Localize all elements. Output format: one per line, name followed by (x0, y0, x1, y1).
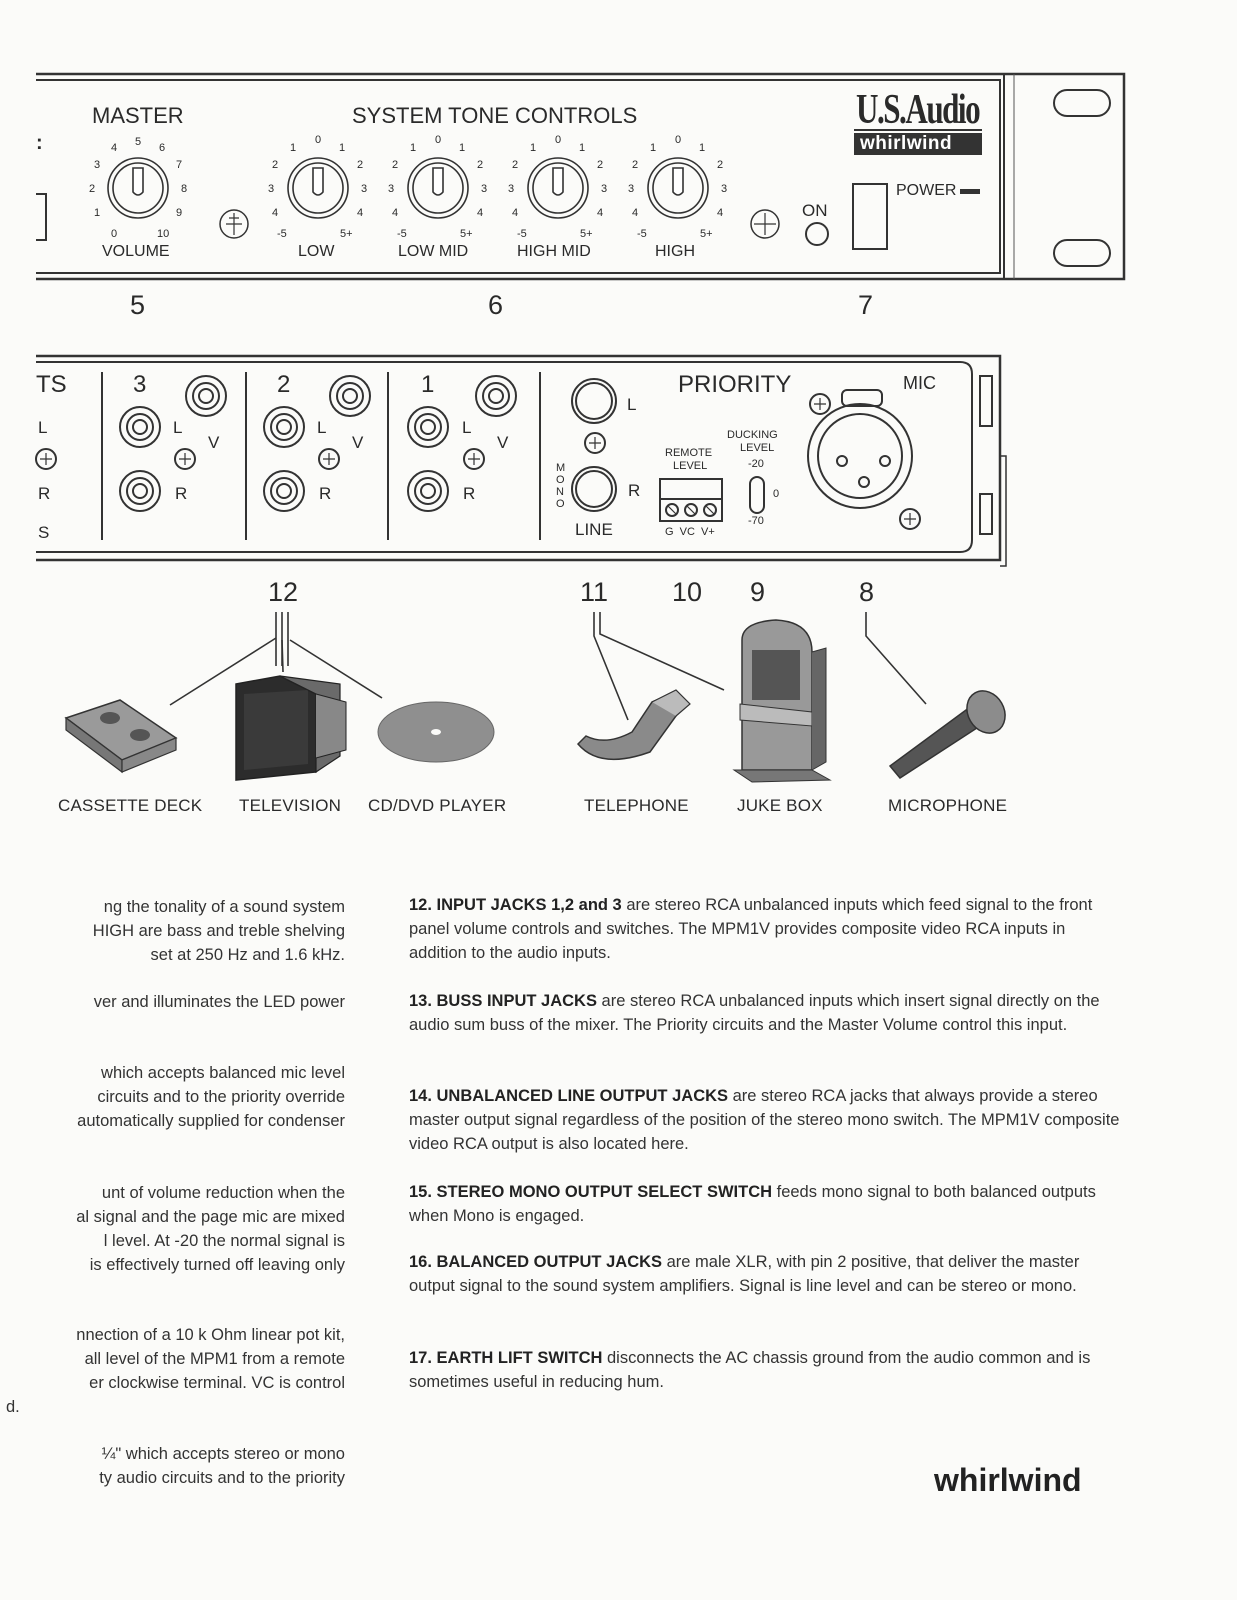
ts-l-label: L (38, 418, 48, 437)
input-1-v: V (497, 433, 509, 452)
input-1-label: 1 (421, 371, 435, 398)
ducking-label-1: DUCKING (727, 429, 778, 441)
power-label: POWER (896, 182, 957, 199)
callout-11: 11 (580, 577, 609, 607)
line-label: LINE (575, 520, 613, 539)
left-para-4: unt of volume reduction when the al signal and the page mic are mixed l level. At -20 the normal signal is is effectively turned off leaving only (76, 1184, 345, 1274)
telephone-icon (578, 690, 690, 759)
callout-5: 5 (130, 290, 146, 320)
input-2-l: L (317, 418, 327, 437)
callout-8: 8 (859, 577, 875, 607)
left-para-2: ver and illuminates the LED power (93, 993, 345, 1011)
cd-dvd-caption: CD/DVD PLAYER (368, 796, 507, 815)
telephone-caption: TELEPHONE (584, 796, 689, 815)
item-13: 13. BUSS INPUT JACKS are stereo RCA unbalanced inputs which insert signal directly on the audio sum buss of the mixer. The Priority circuits and the Master Volume control this input. (409, 992, 1100, 1034)
ts-s-label: S (38, 523, 50, 542)
microphone-icon (890, 684, 1013, 778)
rear-panel-diagram (0, 340, 1237, 580)
tone-controls-label: SYSTEM TONE CONTROLS (352, 103, 638, 128)
callout-6: 6 (488, 290, 504, 320)
callout-10: 10 (672, 577, 703, 607)
high-mid-knob-label: HIGH MID (517, 243, 591, 260)
input-2-r: R (319, 484, 332, 503)
cd-dvd-icon (378, 702, 494, 762)
master-label: MASTER (92, 103, 184, 128)
television-icon (236, 676, 346, 780)
input-1-r: R (463, 484, 476, 503)
item-14: 14. UNBALANCED LINE OUTPUT JACKS are stereo RCA jacks that always provide a stereo master output signal regardless of the position of the stereo mono switch. The MPM1V composite video RCA output is also located here. (409, 1087, 1120, 1153)
high-knob-label: HIGH (655, 243, 695, 260)
remote-level-label-1: REMOTE (665, 447, 713, 459)
ducking-label-2: LEVEL (740, 442, 775, 454)
mic-label: MIC (903, 373, 936, 393)
low-knob-label: LOW (298, 243, 335, 260)
cassette-deck-caption: CASSETTE DECK (58, 796, 203, 815)
left-para-5: nnection of a 10 k Ohm linear pot kit, all level of the MPM1 from a remote er clockwise terminal. VC is control d. (6, 1326, 345, 1416)
edge-mark: : (36, 132, 43, 154)
priority-label: PRIORITY (678, 371, 792, 398)
ts-label: TS (36, 371, 67, 398)
ts-r-label: R (38, 484, 51, 503)
input-2-v: V (352, 433, 364, 452)
callout-12: 12 (268, 577, 299, 607)
input-2-label: 2 (277, 371, 291, 398)
input-3-l: L (173, 418, 183, 437)
terminal-labels: G VC V+ (665, 526, 715, 538)
item-15: 15. STEREO MONO OUTPUT SELECT SWITCH feeds mono signal to both balanced outputs when Mono is engaged. (409, 1183, 1096, 1225)
callout-9: 9 (750, 577, 766, 607)
ducking-top: -20 (748, 458, 764, 470)
input-3-r: R (175, 484, 188, 503)
ducking-bot: -70 (748, 515, 764, 527)
low-mid-knob-label: LOW MID (398, 243, 469, 260)
input-1-l: L (462, 418, 472, 437)
juke-box-caption: JUKE BOX (737, 796, 823, 815)
microphone-caption: MICROPHONE (888, 796, 1008, 815)
front-panel-diagram (0, 0, 1237, 330)
television-caption: TELEVISION (239, 796, 342, 815)
devices-illustration (0, 610, 1237, 790)
line-l-label: L (627, 395, 637, 414)
left-para-6: ¼" which accepts stereo or mono ty audio circuits and to the priority (99, 1445, 345, 1487)
item-12: 12. INPUT JACKS 1,2 and 3 are stereo RCA unbalanced inputs which feed signal to the front panel volume controls and switches. The MPM1V provides composite video RCA inputs in addition to the audio inputs. (409, 896, 1093, 962)
ducking-mid: 0 (773, 488, 780, 500)
item-16: 16. BALANCED OUTPUT JACKS are male XLR, with pin 2 positive, that deliver the master output signal to the sound system amplifiers. Signal is line level and can be stereo or mono. (409, 1253, 1080, 1295)
line-r-label: R (628, 481, 641, 500)
footer-logo: whirlwind (934, 1462, 1082, 1498)
item-17: 17. EARTH LIFT SWITCH disconnects the AC chassis ground from the audio common and is sometimes useful in reducing hum. (409, 1349, 1091, 1391)
input-3-v: V (208, 433, 220, 452)
left-para-3: which accepts balanced mic level circuits and to the priority override automatically supplied for condenser (77, 1064, 345, 1130)
callout-7: 7 (858, 290, 874, 320)
input-3-label: 3 (133, 371, 147, 398)
volume-knob-label: VOLUME (102, 243, 170, 260)
brand-logo: U.S.Audio (856, 87, 980, 133)
brand-badge: whirlwind (860, 133, 953, 154)
juke-box-icon (734, 620, 830, 782)
cassette-deck-icon (66, 700, 176, 772)
mono-label: MONO (556, 462, 566, 510)
remote-level-label-2: LEVEL (673, 460, 708, 472)
left-para-1: ng the tonality of a sound system HIGH are bass and treble shelving set at 250 Hz and 1.6 kHz. (92, 898, 345, 964)
on-label: ON (802, 201, 828, 220)
